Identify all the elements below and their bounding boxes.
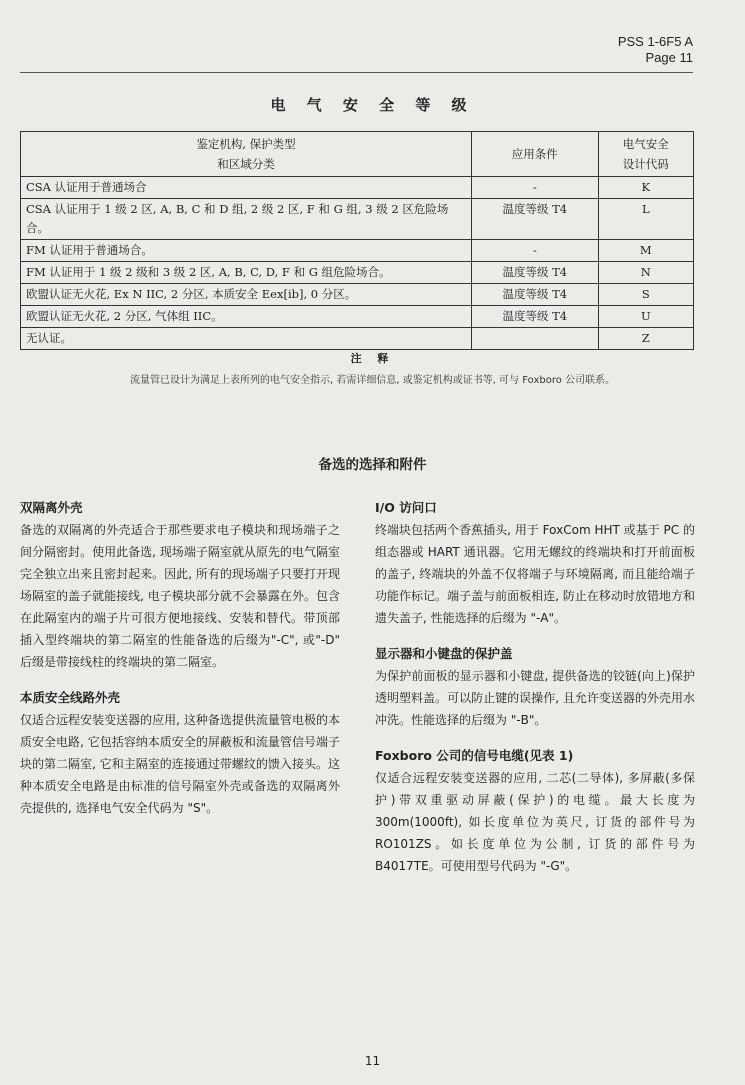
row-code: M — [598, 240, 693, 262]
row-desc: CSA 认证用于 1 级 2 区, A, B, C 和 D 组, 2 级 2 区, F 和 G 组, 3 级 2 区危险场合。 — [21, 199, 472, 240]
row-desc: 无认证。 — [21, 328, 472, 350]
electrical-safety-table — [20, 131, 694, 350]
option-block — [20, 687, 340, 819]
table-row — [21, 240, 694, 262]
option-heading: 双隔离外壳 — [20, 500, 83, 515]
notes-text: 流量管已设计为满足上表所列的电气安全指示, 若需详细信息, 或鉴定机构或证书等, 可与 Foxboro 公司联系。 — [129, 375, 616, 386]
option-block — [375, 643, 695, 731]
header-agency-line1: 鉴定机构, 保护类型 — [196, 137, 296, 151]
row-cond: 温度等级 T4 — [472, 262, 599, 284]
option-body: 备选的双隔离的外壳适合于那些要求电子模块和现场端子之间分隔密封。使用此备选, 现场端子隔室就从原先的电气隔室完全独立出来且密封起来。因此, 所有的现场端子只要打开现场隔室的盖子就能接线, 电子模块部分就不会暴露在外。包含在此隔室内的端子片可很方便地接线、安装和替代。带顶部插入型终端块的第二隔室的性能备选的后缀为"-C", 或"-D" 后缀是带接线柱的终端块的第二隔室。 — [20, 523, 340, 669]
section-title: 备选的选择和附件 — [318, 457, 427, 473]
table-row — [21, 284, 694, 306]
table-row — [21, 177, 694, 199]
option-heading: I/O 访问口 — [375, 500, 437, 515]
row-desc: 欧盟认证无火花, 2 分区, 气体组 IIC。 — [21, 306, 472, 328]
option-block — [20, 497, 340, 673]
option-block — [375, 745, 695, 877]
header-condition: 应用条件 — [472, 132, 599, 177]
table-header-row — [21, 132, 694, 177]
row-cond: 温度等级 T4 — [472, 284, 599, 306]
row-code: S — [598, 284, 693, 306]
row-code: N — [598, 262, 693, 284]
row-cond: 温度等级 T4 — [472, 306, 599, 328]
row-code: K — [598, 177, 693, 199]
table-row — [21, 328, 694, 350]
page-label: Page 11 — [645, 50, 693, 65]
left-column — [20, 497, 340, 833]
row-desc: 欧盟认证无火花, Ex N IIC, 2 分区, 本质安全 Eex[ib], 0 分区。 — [21, 284, 472, 306]
table-title: 电 气 安 全 等 级 — [270, 96, 475, 114]
right-column — [375, 497, 695, 891]
header-code — [598, 132, 693, 177]
header-code-line2: 设计代码 — [622, 157, 669, 171]
row-code: U — [598, 306, 693, 328]
row-desc: CSA 认证用于普通场合 — [21, 177, 472, 199]
header-agency — [21, 132, 472, 177]
notes-title: 注 释 — [350, 352, 395, 365]
row-code: Z — [598, 328, 693, 350]
table-row — [21, 262, 694, 284]
row-desc: FM 认证用于 1 级 2 级和 3 级 2 区, A, B, C, D, F 和 G 组危险场合。 — [21, 262, 472, 284]
row-desc: FM 认证用于普通场合。 — [21, 240, 472, 262]
page-number: 11 — [364, 1054, 381, 1068]
header-divider — [20, 72, 693, 73]
row-code: L — [598, 199, 693, 240]
option-heading: Foxboro 公司的信号电缆(见表 1) — [375, 748, 574, 763]
table-row — [21, 306, 694, 328]
row-cond — [472, 328, 599, 350]
row-cond: 温度等级 T4 — [472, 199, 599, 240]
table-row — [21, 199, 694, 240]
option-heading: 显示器和小键盘的保护盖 — [375, 646, 513, 661]
option-body: 仅适合远程安装变送器的应用, 二芯(二导体), 多屏蔽(多保护)带双重驱动屏蔽(保护)的电缆。最大长度为 300m(1000ft), 如长度单位为英尺, 订货的部件号为 RO101ZS。如长度单位为公制, 订货的部件号为 B4017TE。可使用型号代码为 "-G"。 — [375, 771, 695, 873]
row-cond: - — [472, 177, 599, 199]
option-body: 仅适合远程安装变送器的应用, 这种备选提供流量管电极的本质安全电路, 它包括容纳本质安全的屏蔽板和流量管信号端子块的第二隔室, 它和主隔室的连接通过带螺纹的馈入接头。这种本质安全电路是由标准的信号隔室外壳或备选的双隔离外壳提供的, 选择电气安全代码为 "S"。 — [20, 713, 340, 815]
option-block — [375, 497, 695, 629]
option-body: 为保护前面板的显示器和小键盘, 提供备选的铰链(向上)保护透明塑料盖。可以防止键的误操作, 且允许变送器的外壳用水冲洗。性能选择的后缀为 "-B"。 — [375, 669, 695, 727]
page-header — [618, 34, 693, 66]
header-code-line1: 电气安全 — [622, 137, 669, 151]
doc-id: PSS 1-6F5 A — [617, 34, 693, 49]
option-heading: 本质安全线路外壳 — [20, 690, 121, 705]
row-cond: - — [472, 240, 599, 262]
option-body: 终端块包括两个香蕉插头, 用于 FoxCom HHT 或基于 PC 的组态器或 HART 通讯器。它用无螺纹的终端块和打开前面板的盖子, 终端块的外盖不仅将端子与环境隔离, 而且能给端子功能作标记。端子盖与前面板相连, 防止在移动时放错地方和遗失盖子, 性能选择的后缀为 "-A"。 — [375, 523, 695, 625]
header-agency-line2: 和区域分类 — [217, 157, 275, 171]
